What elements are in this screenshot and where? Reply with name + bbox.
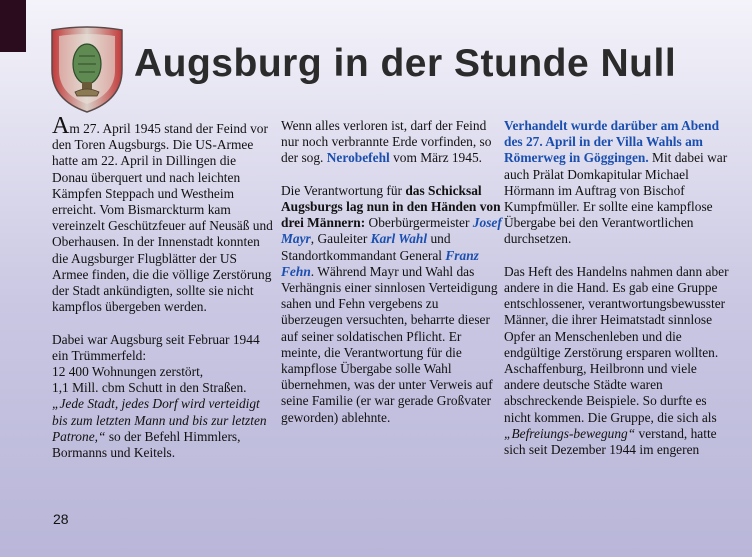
bold-text: das Schicksal Augsburgs lag nun in den Händen von drei Männern:: [281, 182, 501, 231]
paragraph: [504, 264, 730, 458]
paragraph-text: vom März 1945.: [393, 150, 482, 166]
paragraph-text: und Standortkommandant General: [281, 231, 451, 263]
quote-text: „Jede Stadt, jedes Dorf wird verteidigt bis zum letzten Mann und bis zur letzten Patrone,“: [52, 396, 267, 444]
drop-cap: A: [52, 113, 70, 139]
page-title: Augsburg in der Stunde Null: [134, 42, 677, 85]
paragraph-text: 1,1 Mill. cbm Schutt in den Straßen.: [52, 380, 247, 396]
paragraph-text: so der Befehl Himmlers, Bormanns und Keitels.: [52, 428, 241, 461]
paragraph-text: Das Heft des Handelns nahmen dann aber andere in die Hand. Es gab eine Gruppe entschlossener, verantwortungsbewusster Männer, die ihrer Heimatstadt sinnlose Opfer an Menschenleben und die endgültige Zerstörung ersparen wollten. Aschaffenburg, Heilbronn und viele andere deutsche Städte waren abschreckende Beispiele. So durfte es nicht kommen. Die Gruppe, die sich als: [504, 263, 729, 425]
paragraph-text: Mit dabei war auch Prälat Domkapitular Michael Hörmann im Auftrag von Bischof Kumpfmüller. Er sollte eine kampflose Übergabe bei den Verantwortlichen durchsetzen.: [504, 150, 728, 247]
augsburg-coat-of-arms-icon: [49, 26, 125, 114]
highlight-text: Verhandelt wurde darüber am Abend des 27. April in der Villa Wahls am Römerweg in Göggingen.: [504, 118, 720, 166]
paragraph-text: , Gauleiter: [310, 231, 368, 247]
quote-text: „Befreiungs-bewegung“: [504, 425, 636, 441]
text-column-2: [281, 118, 503, 426]
page-number: 28: [53, 511, 69, 527]
paragraph-text: Dabei war Augsburg seit Februar 1944 ein Trümmerfeld:: [52, 331, 260, 363]
text-column-3: [504, 118, 730, 458]
person-name: Josef Mayr: [281, 215, 502, 247]
paragraph: [504, 118, 730, 248]
paragraph-text: . Während Mayr und Wahl das Verhängnis einer sinnlosen Verteidigung sahen und Fehn vergebens zu überzeugen versuchten, beharrte dieser auf seiner soldatischen Pflicht. Er meinte, die Verantwortung für die kampflose Übergabe solle Wahl übernehmen, was der unter Verweis auf seine Familie (er war gerade Großvater geworden) ablehnte.: [281, 263, 498, 425]
person-name: Franz Fehn: [281, 247, 479, 279]
highlight-term: Nerobefehl: [326, 150, 390, 166]
paragraph-text: Wenn alles verloren ist, darf der Feind nur noch verbrannte Erde vorfinden, so der sog.: [281, 118, 492, 166]
person-name: Karl Wahl: [370, 231, 428, 247]
paragraph: [52, 113, 274, 315]
paragraph: [281, 118, 503, 167]
text-column-1: [52, 113, 274, 461]
paragraph-text: m 27. April 1945 stand der Feind vor den Toren Augsburgs. Die US-Armee hatte am 22. April in Dillingen die Donau überquert und nach leichten Kämpfen Steppach und Westheim erreicht. Vom Bismarckturm kam vereinzelt Geschützfeuer auf Neusäß und Oberhausen. In der Innenstadt konnten die Augsburger Flugblätter der US Armee finden, die die völlige Zerstörung der Stadt ankündigten, sollte sie nicht kampflos übergeben werden.: [52, 121, 273, 315]
paragraph-text: 12 400 Wohnungen zerstört,: [52, 364, 204, 380]
paragraph-text: Oberbürgermeister: [368, 215, 470, 231]
corner-block: [0, 0, 26, 52]
paragraph-text: Die Verantwortung für: [281, 182, 402, 198]
paragraph: [52, 332, 274, 462]
paragraph: [281, 183, 503, 426]
paragraph-text: verstand, hatte sich seit Dezember 1944 im engeren: [504, 425, 717, 458]
